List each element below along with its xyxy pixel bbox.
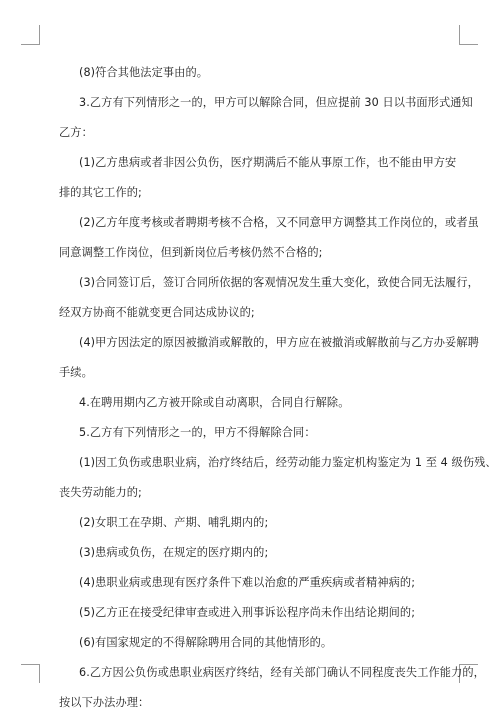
text-line: 4.在聘用期内乙方被开除或自动离职，合同自行解除。: [79, 396, 350, 409]
crop-mark-top-right-h: [459, 44, 478, 45]
crop-mark-top-right-v: [459, 25, 460, 44]
text-line: (6)有国家规定的不得解除聘用合同的其他情形的。: [79, 636, 333, 649]
text-line: 3.乙方有下列情形之一的，甲方可以解除合同，但应提前 30 日以书面形式通知: [79, 96, 473, 109]
text-line: (2)乙方年度考核或者聘期考核不合格，又不同意甲方调整其工作岗位的，或者虽: [79, 216, 479, 229]
text-line: (1)乙方患病或者非因公负伤，医疗期满后不能从事原工作，也不能由甲方安: [79, 156, 457, 169]
crop-mark-top-left-h: [21, 44, 40, 45]
text-line: 排的其它工作的;: [59, 186, 142, 199]
text-line: (3)患病或负伤，在规定的医疗期内的;: [79, 546, 269, 559]
text-line: (1)因工负伤或患职业病，治疗终结后，经劳动能力鉴定机构鉴定为 1 至 4 级伤残、: [79, 456, 497, 469]
text-line: 丧失劳动能力的;: [59, 486, 142, 499]
crop-mark-bottom-left-v: [39, 664, 40, 683]
text-line: (2)女职工在孕期、产期、哺乳期内的;: [79, 516, 269, 529]
text-line: 按以下办法办理：: [59, 696, 150, 709]
text-line: (4)患职业病或患现有医疗条件下难以治愈的严重疾病或者精神病的;: [79, 576, 416, 589]
text-line: 手续。: [59, 366, 93, 379]
crop-mark-top-left-v: [39, 25, 40, 44]
crop-mark-bottom-left-h: [21, 664, 40, 665]
text-line: 经双方协商不能就变更合同达成协议的;: [59, 306, 255, 319]
text-line: 同意调整工作岗位，但到新岗位后考核仍然不合格的;: [59, 246, 323, 259]
text-line: (4)甲方因法定的原因被撤消或解散的，甲方应在被撤消或解散前与乙方办妥解聘: [79, 336, 479, 349]
crop-mark-bottom-right-h: [459, 664, 478, 665]
text-line: (8)符合其他法定事由的。: [79, 66, 209, 79]
text-line: (5)乙方正在接受纪律审查或进入刑事诉讼程序尚未作出结论期间的;: [79, 606, 416, 619]
text-line: 6.乙方因公负伤或患职业病医疗终结，经有关部门确认不同程度丧失工作能力的，: [79, 666, 485, 679]
text-line: (3)合同签订后，签订合同所依据的客观情况发生重大变化，致使合同无法履行，: [79, 276, 479, 289]
text-line: 乙方：: [59, 126, 93, 139]
text-line: 5.乙方有下列情形之一的，甲方不得解除合同：: [79, 426, 316, 439]
